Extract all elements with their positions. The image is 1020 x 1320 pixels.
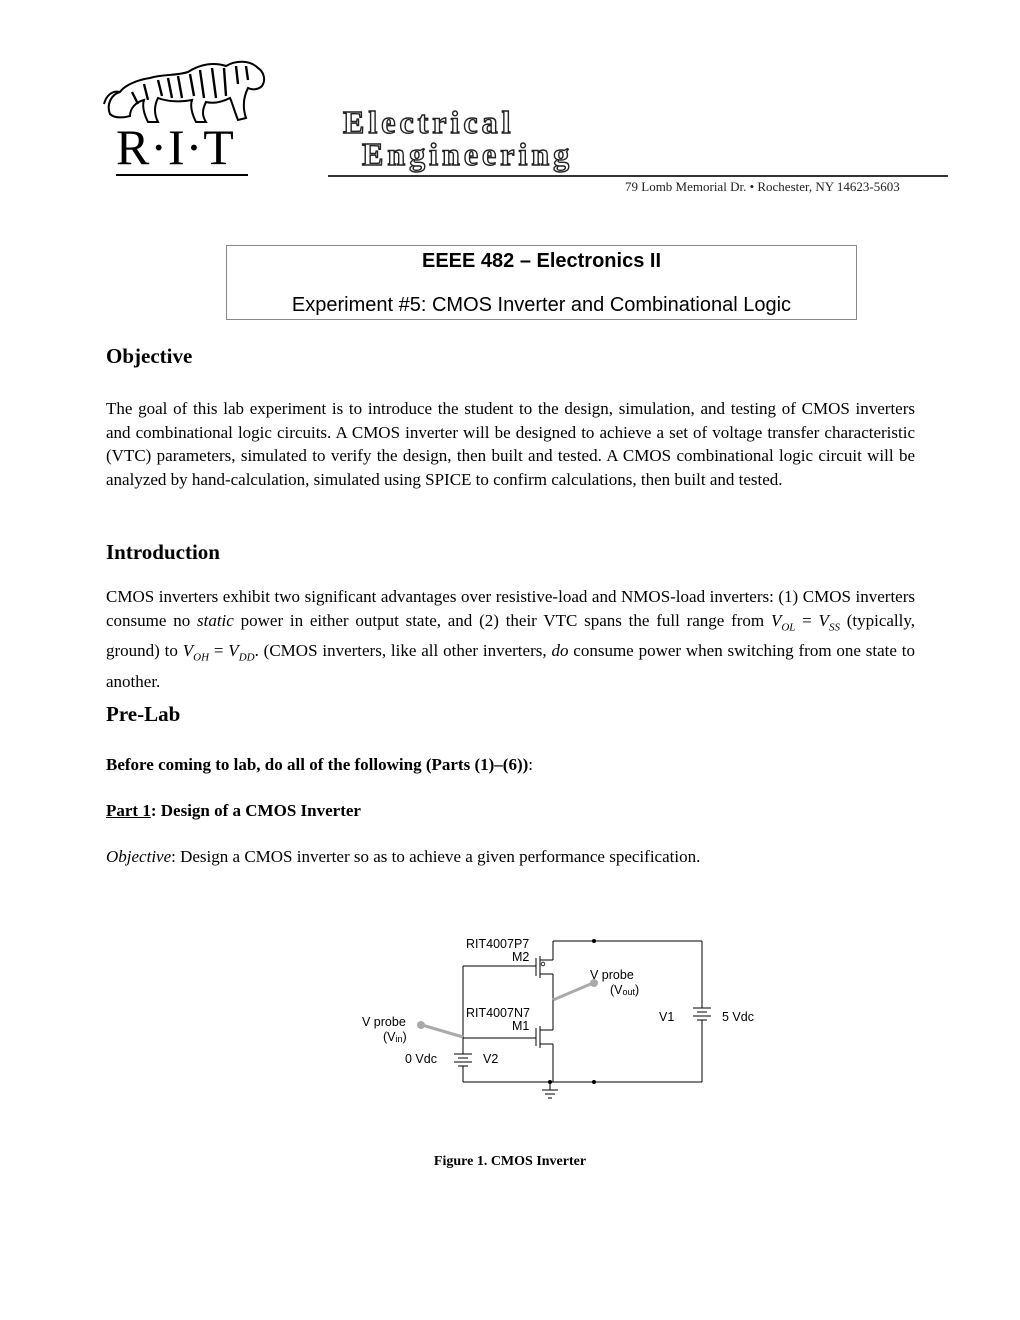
prelab-heading: Pre-Lab: [106, 702, 181, 726]
m1-name-label: M1: [512, 1019, 530, 1033]
introduction-paragraph: CMOS inverters exhibit two significant advantages over resistive-load and NMOS-load inverters: (1) CMOS inverters consume no static power in either output state, and (2) their VTC spans the full range from $V_{OL} = V_{SS}$ (typically, ground) to $V_{OH} = V_{DD}$. (CMOS inverters, like all other inverters, do consume power when switching from one state to another.: [106, 587, 916, 692]
introduction-heading: Introduction: [106, 540, 220, 564]
objective-heading: Objective: [106, 344, 193, 368]
vout-probe-label: V probe: [590, 968, 634, 982]
dept-title-line1: Electrical: [343, 104, 515, 140]
figure-caption: Figure 1. CMOS Inverter: [433, 1154, 587, 1169]
vout-probe-sub-label: (Vout): [610, 983, 640, 997]
part1-heading: Part 1: Design of a CMOS Inverter: [106, 801, 361, 820]
dept-title-line2: Engineering: [362, 136, 574, 172]
rit-logo-text: R·I·T: [116, 119, 235, 175]
vin-probe-label: V probe: [362, 1015, 406, 1029]
objective-paragraph: The goal of this lab experiment is to introduce the student to the design, simulation, and testing of CMOS inverters and combinational logic circuits. A CMOS inverter will be designed to achieve a set of voltage transfer characteristic (VTC) parameters, simulated to verify the design, then built and tested. A CMOS combinational logic circuit will be analyzed by hand-calculation, simulated using SPICE to confirm calculations, then built and tested.: [106, 399, 915, 489]
cmos-inverter-schematic: [350, 930, 770, 1105]
v2-value-label: 0 Vdc: [405, 1052, 437, 1066]
course-title: EEEE 482 – Electronics II: [421, 250, 661, 272]
prelab-instruction: Before coming to lab, do all of the following (Parts (1)–(6)):: [106, 755, 533, 774]
m2-model-label: RIT4007P7: [466, 937, 530, 951]
v1-name-label: V1: [659, 1010, 675, 1024]
m1-model-label: RIT4007N7: [466, 1006, 530, 1020]
v1-value-label: 5 Vdc: [722, 1010, 754, 1024]
part1-objective: Objective: Design a CMOS inverter so as to achieve a given performance specification.: [106, 847, 701, 866]
m2-name-label: M2: [512, 950, 530, 964]
dept-address: 79 Lomb Memorial Dr. • Rochester, NY 14623-5603: [625, 179, 900, 194]
tiger-logo: [102, 56, 272, 128]
v2-name-label: V2: [483, 1052, 499, 1066]
vin-probe-sub-label: (Vin): [383, 1030, 407, 1044]
header-rule: [328, 175, 948, 177]
logo-underline: [116, 174, 248, 176]
experiment-title: Experiment #5: CMOS Inverter and Combinational Logic: [291, 294, 792, 316]
